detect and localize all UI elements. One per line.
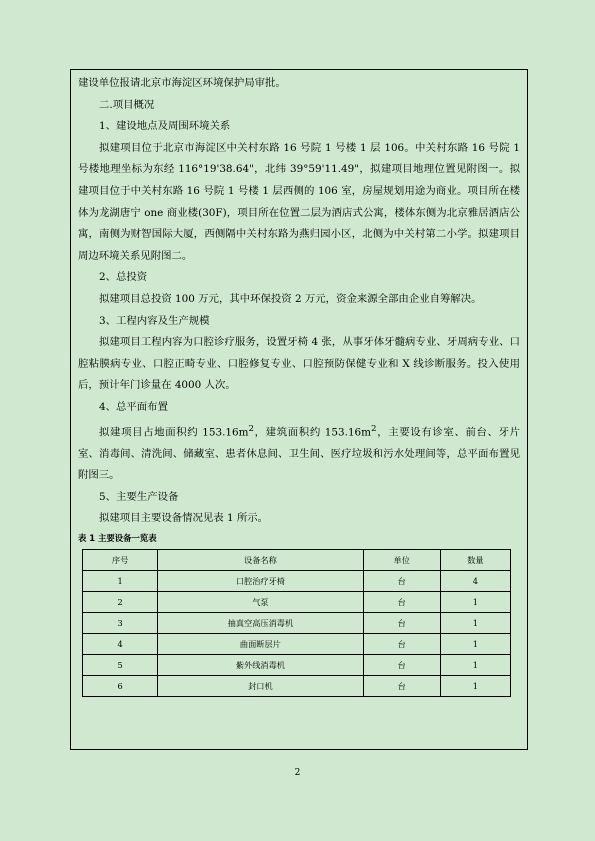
table-row — [83, 612, 511, 633]
table-caption: 表 1 主要设备一览表 — [78, 532, 157, 543]
cell-equipment-name: 口腔治疗牙椅 — [158, 570, 363, 591]
cell-quantity: 1 — [440, 654, 510, 675]
subheading-location: 1、建设地点及周围环境关系 — [99, 120, 231, 133]
table-row — [83, 570, 511, 591]
paragraph-approval: 建设单位报请北京市海淀区环境保护局审批。 — [78, 77, 286, 89]
cell-equipment-name: 抽真空高压消毒机 — [158, 612, 363, 633]
table-row — [83, 675, 511, 696]
equipment-table — [82, 549, 511, 697]
header-index: 序号 — [83, 549, 158, 570]
table-row — [83, 591, 511, 612]
report-frame — [70, 69, 528, 750]
header-unit: 单位 — [363, 549, 440, 570]
layout-text-a: 拟建项目占地面积约 153.16m — [99, 425, 249, 438]
cell-equipment-name: 紫外线消毒机 — [158, 654, 363, 675]
superscript-2: 2 — [248, 423, 254, 434]
subheading-investment: 2、总投资 — [99, 271, 148, 284]
cell-index: 4 — [83, 633, 158, 654]
cell-index: 3 — [83, 612, 158, 633]
paragraph-scope: 拟建项目工程内容为口腔诊疗服务，设置牙椅 4 张，从事牙体牙髓病专业、牙周病专业、口腔粘膜病专业、口腔正畸专业、口腔修复专业、口腔预防保健专业和 X 线诊断服务。投入使用后，预计年门诊量在 4000 人次。 — [78, 336, 520, 392]
cell-index: 2 — [83, 591, 158, 612]
cell-index: 1 — [83, 570, 158, 591]
cell-unit: 台 — [363, 570, 440, 591]
paragraph-investment: 拟建项目总投资 100 万元，其中环保投资 2 万元，资金来源全部由企业自筹解决。 — [99, 292, 482, 305]
cell-unit: 台 — [363, 591, 440, 612]
layout-text-b: ，建筑面积约 153.16m — [254, 425, 372, 438]
paragraph-equipment: 拟建项目主要设备情况见表 1 所示。 — [99, 512, 269, 525]
cell-equipment-name: 曲面断层片 — [158, 633, 363, 654]
table-row — [83, 633, 511, 654]
paragraph-location: 拟建项目位于北京市海淀区中关村东路 16 号院 1 号楼 1 层 106。中关村东路 16 号院 1 号楼地理坐标为东经 116°19'38.64"，北纬 39°59'11.49"，拟建项目地理位置见附图一。拟建项目位于中关村东路 16 号院 1 号楼 1 层西侧的 106 室，房屋规划用途为商业。项目所在楼体为龙湖唐宁 one 商业楼(30F)，项目所在位置二层为酒店式公寓，楼体东侧为北京雅居酒店公寓，南侧为财智国际大厦，西侧隔中关村东路为燕归园小区，北侧为中关村第二小学。拟建项目周边环境关系见附图二。 — [78, 141, 520, 262]
cell-unit: 台 — [363, 612, 440, 633]
cell-unit: 台 — [363, 675, 440, 696]
header-equipment-name: 设备名称 — [158, 549, 363, 570]
cell-quantity: 1 — [440, 612, 510, 633]
subheading-equipment: 5、主要生产设备 — [99, 490, 179, 503]
cell-quantity: 4 — [440, 570, 510, 591]
header-quantity: 数量 — [440, 549, 510, 570]
cell-quantity: 1 — [440, 675, 510, 696]
cell-quantity: 1 — [440, 591, 510, 612]
superscript-2: 2 — [371, 423, 377, 434]
cell-equipment-name: 气泵 — [158, 591, 363, 612]
table-header-row — [83, 549, 511, 570]
subheading-layout: 4、总平面布置 — [99, 400, 168, 413]
cell-unit: 台 — [363, 654, 440, 675]
table-row — [83, 654, 511, 675]
cell-unit: 台 — [363, 633, 440, 654]
section-heading-project-overview: 二.项目概况 — [99, 98, 155, 111]
page-number: 2 — [294, 768, 301, 778]
cell-index: 6 — [83, 675, 158, 696]
cell-equipment-name: 封口机 — [158, 675, 363, 696]
cell-index: 5 — [83, 654, 158, 675]
subheading-scope: 3、工程内容及生产规模 — [99, 314, 210, 327]
paragraph-layout — [78, 419, 520, 487]
layout-text-c: ，主要设有诊室、前台、牙片室、消毒间、清洗间、储藏室、患者休息间、卫生间、医疗垃圾和污水处理间等，总平面布置见附图三。 — [78, 425, 521, 482]
cell-quantity: 1 — [440, 633, 510, 654]
